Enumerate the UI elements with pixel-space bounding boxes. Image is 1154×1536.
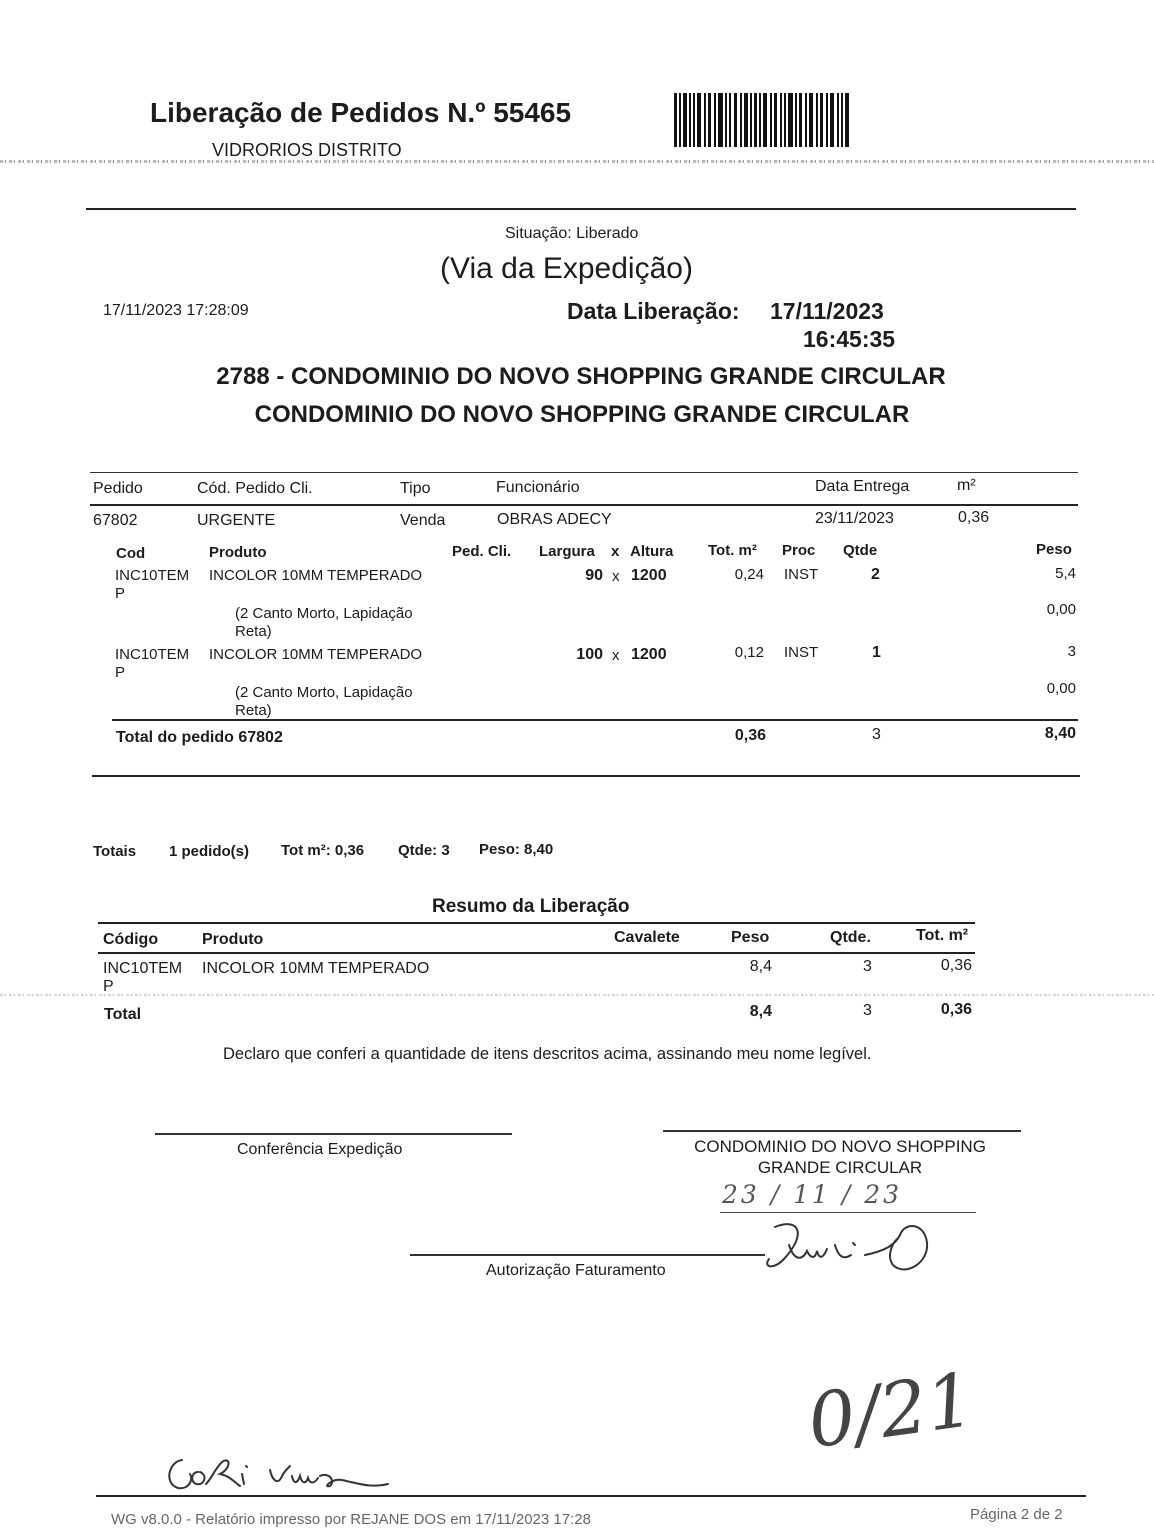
item-code: INC10TEM (115, 646, 190, 663)
summary-col-qtde: Qtde. (830, 929, 871, 946)
footer-page-number: Página 2 de 2 (970, 1506, 1063, 1523)
item-proc: INST (784, 644, 819, 661)
item-peso: 3 (1067, 643, 1076, 660)
summary-total-label: Total (104, 1006, 142, 1023)
divider (86, 208, 1076, 210)
status-text: Situação: Liberado (505, 225, 639, 242)
summary-product: INCOLOR 10MM TEMPERADO (202, 960, 430, 977)
release-time: 16:45:35 (803, 326, 896, 352)
order-number: 67802 (93, 512, 138, 529)
divider (98, 922, 975, 924)
handwritten-signature-client (755, 1215, 935, 1285)
client-name-line2: CONDOMINIO DO NOVO SHOPPING GRANDE CIRCULAR (254, 401, 910, 428)
item-tot-m2: 0,12 (734, 644, 764, 661)
item-note: (2 Canto Morto, Lapidação (235, 605, 413, 622)
summary-col-tot-m2: Tot. m² (916, 927, 969, 944)
divider (112, 719, 1078, 721)
scan-artifact (0, 160, 1154, 163)
col-cod-pedido-cli: Cód. Pedido Cli. (197, 480, 313, 497)
order-client-code: URGENTE (197, 512, 276, 529)
signature-line (155, 1133, 512, 1135)
items-col-largura: Largura (539, 543, 595, 560)
page-title: Liberação de Pedidos N.º 55465 (150, 97, 572, 128)
item-product: INCOLOR 10MM TEMPERADO (209, 646, 423, 663)
handwritten-note: 0/21 (802, 1356, 980, 1466)
summary-qtde: 3 (863, 958, 872, 975)
release-label: Data Liberação: (567, 298, 740, 324)
order-total-qtde: 3 (872, 726, 881, 743)
barcode (674, 93, 850, 147)
summary-code: INC10TEM (103, 960, 183, 977)
item-height: 1200 (631, 646, 667, 663)
item-note: (2 Canto Morto, Lapidação (235, 684, 413, 701)
summary-title: Resumo da Liberação (432, 896, 630, 917)
items-col-x: x (611, 543, 620, 560)
item-note-peso: 0,00 (1046, 601, 1076, 618)
handwritten-date: 23 / 11 / 23 (722, 1180, 903, 1209)
col-pedido: Pedido (93, 480, 143, 497)
signature-client-line2: GRANDE CIRCULAR (757, 1158, 923, 1177)
item-note-cont: Reta) (235, 623, 272, 640)
item-note-peso: 0,00 (1046, 680, 1076, 697)
order-total-m2: 0,36 (734, 727, 766, 744)
client-name-line1: 2788 - CONDOMINIO DO NOVO SHOPPING GRANDE CIRCULAR (216, 363, 946, 390)
summary-peso: 8,4 (749, 958, 772, 975)
totals-peso: Peso: 8,40 (479, 841, 554, 858)
items-col-ped-cli: Ped. Cli. (452, 543, 512, 560)
summary-col-peso: Peso (731, 929, 770, 946)
order-delivery-date: 23/11/2023 (815, 510, 894, 527)
footer-print-info: WG v8.0.0 - Relatório impresso por REJANE DOS em 17/11/2023 17:28 (111, 1511, 591, 1528)
col-data-entrega: Data Entrega (815, 478, 910, 495)
scan-artifact (0, 994, 1154, 996)
item-proc: INST (784, 566, 819, 583)
items-col-produto: Produto (209, 544, 267, 561)
item-tot-m2: 0,24 (734, 566, 764, 583)
items-col-qtde: Qtde (843, 542, 878, 559)
totals-m2: Tot m²: 0,36 (281, 842, 365, 859)
summary-tot-m2: 0,36 (940, 957, 972, 974)
summary-col-cavalete: Cavalete (614, 929, 680, 946)
signature-client-line1: CONDOMINIO DO NOVO SHOPPING (694, 1137, 986, 1156)
divider (96, 1495, 1086, 1497)
date-blank-line (720, 1212, 976, 1213)
signature-line (410, 1254, 765, 1256)
order-total-label: Total do pedido 67802 (116, 729, 283, 746)
totals-orders: 1 pedido(s) (169, 843, 250, 860)
item-code-cont: P (115, 664, 126, 681)
item-x: x (612, 647, 620, 664)
item-code-cont: P (115, 585, 126, 602)
col-funcionario: Funcionário (496, 479, 580, 496)
item-width: 100 (576, 646, 603, 663)
order-type: Venda (400, 512, 446, 529)
divider (98, 952, 975, 954)
summary-col-produto: Produto (202, 931, 264, 948)
item-product: INCOLOR 10MM TEMPERADO (209, 567, 423, 584)
summary-total-peso: 8,4 (749, 1003, 772, 1020)
item-code: INC10TEM (115, 567, 190, 584)
signature-line (663, 1130, 1021, 1132)
divider (92, 775, 1080, 777)
items-col-cod: Cod (116, 545, 146, 562)
signature-label-autorizacao: Autorização Faturamento (486, 1262, 666, 1279)
company-name: VIDRORIOS DISTRITO (212, 140, 402, 160)
handwritten-signature-receiver (160, 1450, 400, 1500)
totals-qtde: Qtde: 3 (398, 842, 450, 859)
summary-total-m2: 0,36 (940, 1001, 972, 1018)
order-m2: 0,36 (958, 509, 990, 526)
printed-timestamp: 17/11/2023 17:28:09 (103, 302, 249, 319)
summary-col-codigo: Código (103, 931, 159, 948)
declaration-text: Declaro que conferi a quantidade de itens descritos acima, assinando meu nome legível. (223, 1045, 872, 1063)
via-text: (Via da Expedição) (440, 252, 693, 285)
item-qtde: 2 (871, 566, 880, 583)
release-date: 17/11/2023 (770, 298, 884, 324)
order-employee: OBRAS ADECY (497, 511, 612, 528)
col-tipo: Tipo (400, 480, 431, 497)
signature-label-conferencia: Conferência Expedição (237, 1141, 403, 1158)
items-col-tot-m2: Tot. m² (708, 542, 757, 559)
item-peso: 5,4 (1055, 565, 1076, 582)
items-col-proc: Proc (782, 542, 816, 559)
col-m2: m² (957, 477, 976, 494)
order-total-peso: 8,40 (1044, 725, 1076, 742)
items-col-peso: Peso (1036, 541, 1072, 558)
divider (90, 472, 1078, 473)
item-qtde: 1 (872, 644, 881, 661)
item-x: x (612, 568, 620, 585)
summary-total-qtde: 3 (863, 1002, 872, 1019)
item-note-cont: Reta) (235, 702, 272, 719)
item-width: 90 (585, 567, 603, 584)
summary-code-cont: P (103, 978, 114, 995)
divider (90, 504, 1078, 506)
item-height: 1200 (631, 567, 667, 584)
totals-label: Totais (93, 843, 137, 860)
items-col-altura: Altura (630, 543, 674, 560)
